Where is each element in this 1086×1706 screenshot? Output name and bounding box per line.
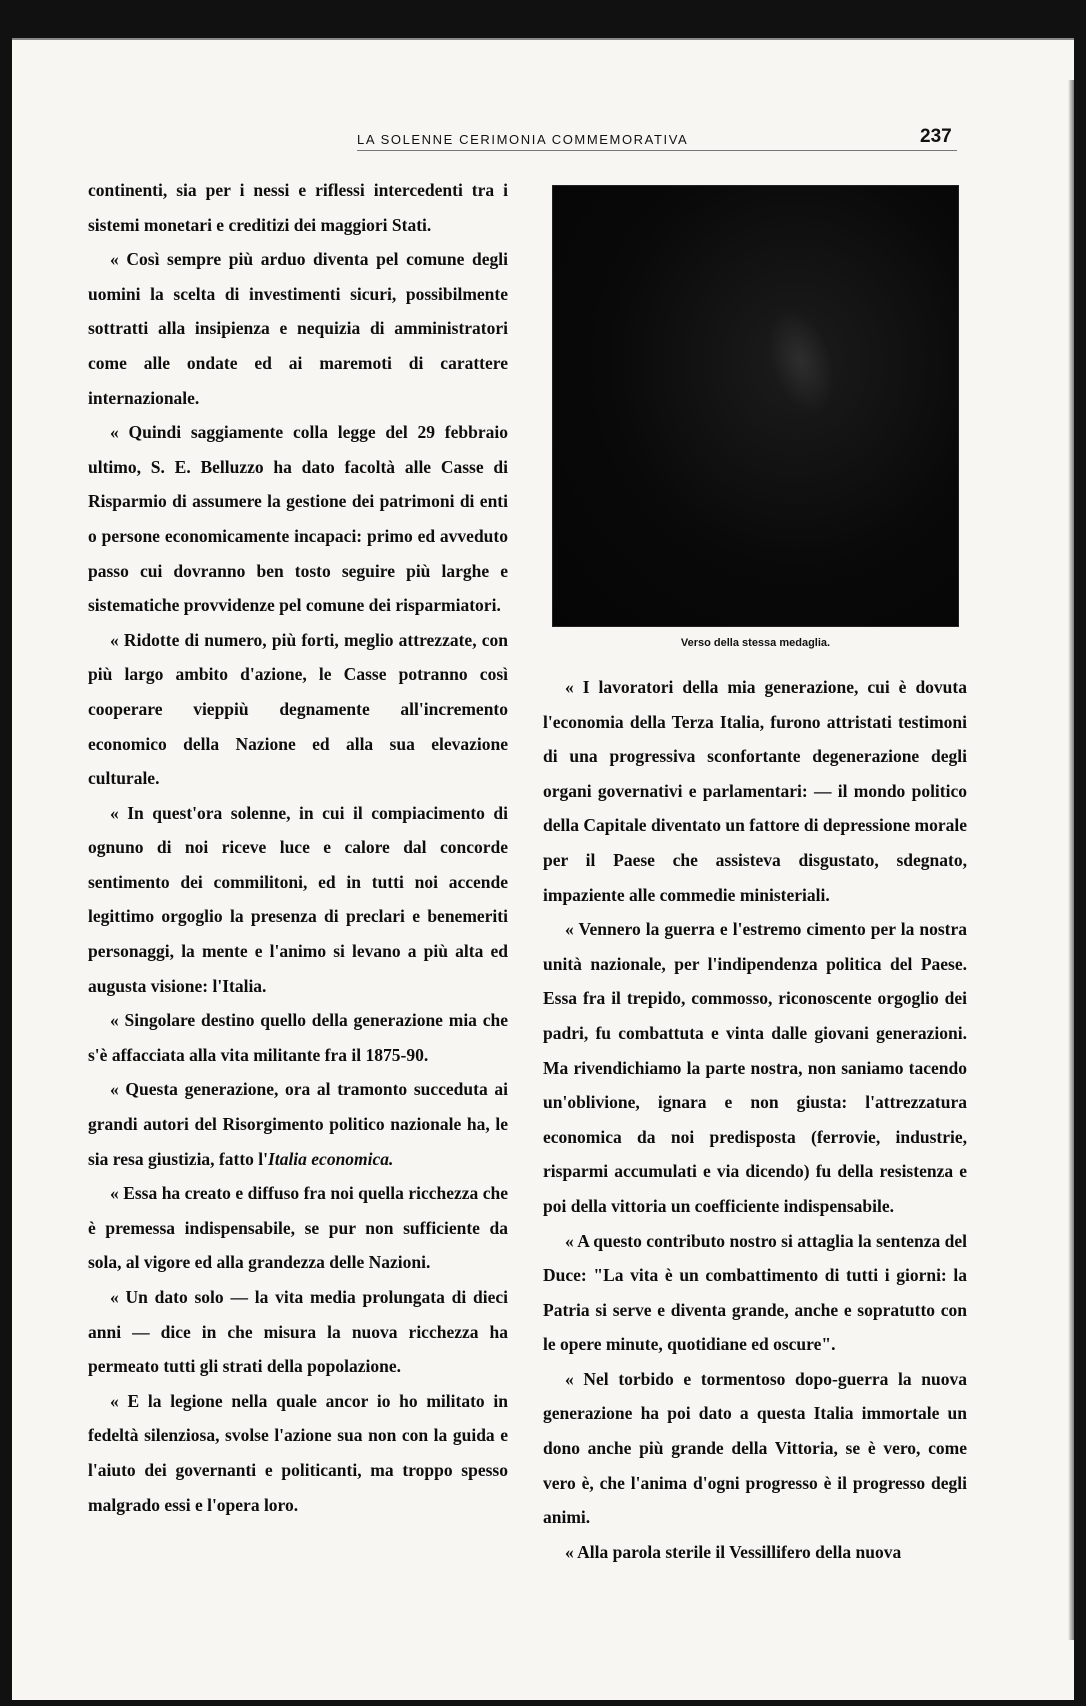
figure-caption: Verso della stessa medaglia. (680, 637, 831, 649)
paragraph: « Essa ha creato e diffuso fra noi quella ricchezza che è premessa indispensabile, se pur non sufficiente da sola, al vigore ed alla grandezza delle Nazioni. (88, 1183, 508, 1273)
page-header (12, 118, 1074, 158)
paragraph-text: « Questa generazione, ora al tramonto succeduta ai grandi autori del Risorgimento politico nazionale ha, le sia resa giustizia, fatto l' (88, 1079, 508, 1169)
running-title: LA SOLENNE CERIMONIA COMMEMORATIVA (357, 132, 689, 147)
medal-reverse-photo (553, 186, 958, 626)
paragraph: « Un dato solo — la vita media prolungata di dieci anni — dice in che misura la nuova ricchezza ha permeato tutti gli strati della popolazione. (88, 1287, 508, 1377)
paragraph: « Ridotte di numero, più forti, meglio attrezzate, con più largo ambito d'azione, le Casse potranno così cooperare vieppiù degnamente all'incremento economico della Nazione ed alla sua elevazione culturale. (88, 629, 508, 789)
photo-highlight (755, 299, 846, 422)
paragraph: « Alla parola sterile il Vessillifero della nuova (565, 1541, 902, 1562)
paragraph: « Vennero la guerra e l'estremo cimento per la nostra unità nazionale, per l'indipendenza politica del Paese. Essa fra il trepido, commosso, riconoscente orgoglio dei padri, fu combattuta e vinta dalle giovani generazioni. Ma rivendichiamo la parte nostra, non saniamo tacendo un'oblivione, ignara e non giusta: l'attrezzatura economica da noi predisposta (ferrovie, industrie, risparmi accumulati e via dicendo) fu della resistenza e poi della vittoria un coefficiente indispensabile. (543, 919, 967, 1216)
paragraph (88, 1072, 508, 1176)
italic-emphasis: Italia economica. (268, 1148, 394, 1169)
header-rule (357, 150, 957, 151)
paragraph: « E la legione nella quale ancor io ho militato in fedeltà silenziosa, svolse l'azione sua non con la guida e l'aiuto dei governanti e politicanti, ma troppo spesso malgrado essi e l'opera loro. (88, 1390, 508, 1515)
page-number: 237 (920, 126, 952, 147)
paragraph: continenti, sia per i nessi e riflessi intercedenti tra i sistemi monetari e creditizi dei maggiori Stati. (88, 180, 508, 235)
paragraph: « Quindi saggiamente colla legge del 29 febbraio ultimo, S. E. Belluzzo ha dato facoltà alle Casse di Risparmio di assumere la gestione dei patrimoni di enti o persone economicamente incapaci: primo ed avveduto passo cui dovranno ben tosto seguire più larghe e sistematiche provvidenze pel comune dei risparmiatori. (88, 422, 508, 616)
paragraph: « A questo contributo nostro si attaglia la sentenza del Duce: "La vita è un combattimento di tutti i giorni: la Patria si serve e diventa grande, anche e sopratutto con le opere minute, quotidiane ed oscure". (543, 1230, 967, 1355)
left-column (88, 173, 508, 1522)
paragraph: « Così sempre più arduo diventa pel comune degli uomini la scelta di investimenti sicuri, possibilmente sottratti alla insipienza e nequizia di amministratori come alle ondate ed ai maremoti di carattere internazionale. (88, 249, 508, 408)
paragraph: « Singolare destino quello della generazione mia che s'è affacciata alla vita militante fra il 1875-90. (88, 1010, 508, 1065)
paragraph: « I lavoratori della mia generazione, cui è dovuta l'economia della Terza Italia, furono attristati testimoni di una progressiva sconfortante degenerazione degli organi governativi e parlamentari: — il mondo politico della Capitale diventato un fattore di depressione morale per il Paese che assisteva disgustato, sdegnato, impaziente alle commedie ministeriali. (543, 677, 967, 905)
paragraph: « In quest'ora solenne, in cui il compiacimento di ognuno di noi riceve luce e calore dal concorde sentimento dei commilitoni, ed in tutti noi accende legittimo orgoglio la presenza di preclari e benemeriti personaggi, la mente e l'animo si levano a più alta ed augusta visione: l'Italia. (88, 802, 508, 996)
book-page (12, 38, 1074, 1700)
right-column (543, 670, 967, 1569)
paragraph: « Nel torbido e tormentoso dopo-guerra la nuova generazione ha poi dato a questa Italia immortale un dono anche più grande della Vittoria, se è vero, come vero è, che l'anima d'ogni progresso è il progresso degli animi. (543, 1368, 967, 1528)
